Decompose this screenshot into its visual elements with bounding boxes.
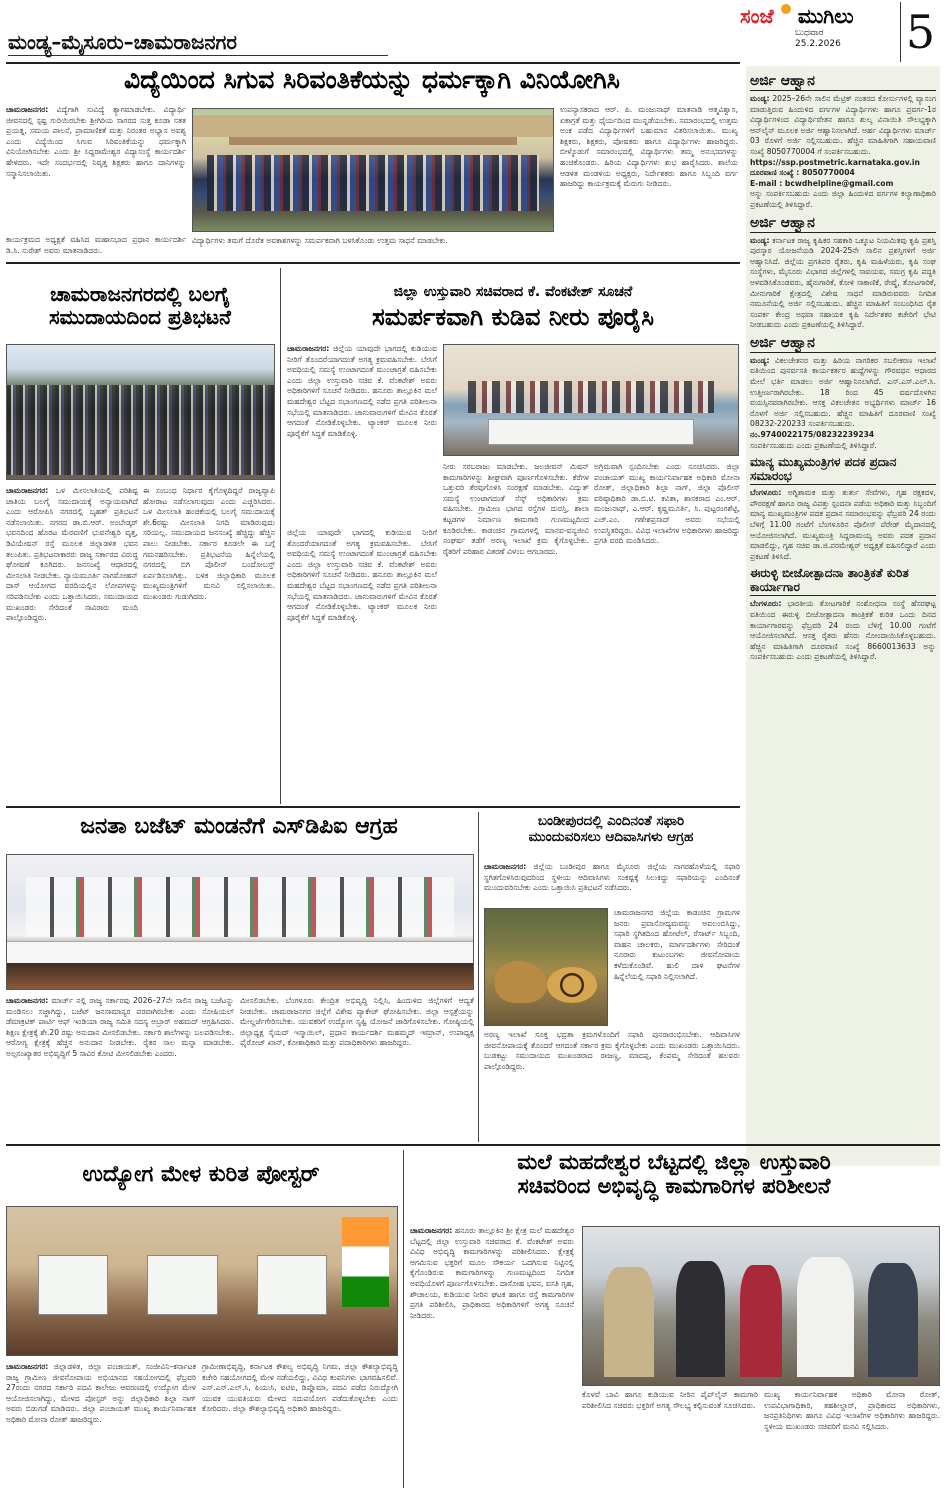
- article2-col2: ಈ ಸಂಬಂಧ ನಿರ್ಧಾರ ಕೈಗೊಳ್ಳದಿದ್ದರೆ ರಾಜ್ಯವ್ಯಾಪಿ ಹೋರಾಟ ನಡೆಸಲಾಗುವುದು ಎಂದು ಎಚ್ಚರಿಸಿದರು. ಒಳ ಮೀಸಲಾತಿ ಹಂಚಿಕೆಯಲ್ಲಿ ಬಲಗೈ ಸಮುದಾಯಕ್ಕೆ ಶೇ.6ರಷ್ಟು ಮೀಸಲಾತಿ ನಿಗದಿ ಮಾಡಿರುವುದು ಸರಿಯಲ್ಲ. ಸಮುದಾಯದ ಜನಸಂಖ್ಯೆ ಹೆಚ್ಚಿದ್ದು ಹೆಚ್ಚಿನ ಪಾಲು ನೀಡಬೇಕು. ಸರ್ಕಾರ ಕೂಡಲೇ ಈ ಬಗ್ಗೆ ಗಮನಹರಿಸಬೇಕು. ಪ್ರತಿಭಟನೆಯ ಹಿನ್ನೆಲೆಯಲ್ಲಿ ನಗರದಲ್ಲಿ ಬಿಗಿ ಪೊಲೀಸ್ ಬಂದೋಬಸ್ತ್ ಏರ್ಪಡಿಸಲಾಗಿತ್ತು. ಬಳಿಕ ಜಿಲ್ಲಾಧಿಕಾರಿ ಮೂಲಕ ಮುಖ್ಯಮಂತ್ರಿಗಳಿಗೆ ಮನವಿ ಸಲ್ಲಿಸಲಾಯಿತು. ಮುಖಂಡರು ಗುಡುಗಿದರು.: [143, 486, 275, 601]
- article7-headline: [408, 1150, 940, 1220]
- article2-headline-line1: ಚಾಮರಾಜನಗರದಲ್ಲಿ ಬಲಗೈ: [50, 282, 230, 306]
- sidebar-p4: ಅಗ್ನಿಶಾಮಕ ಮತ್ತು ತುರ್ತು ಸೇವೆಗಳು, ಗೃಹ ರಕ್ಷಕದಳ, ಪೌರರಕ್ಷಣೆ ಹಾಗೂ ರಾಜ್ಯ ವಿಪತ್ತು ಸ್ಪಂದನಾ ಪಡೆಯ ಅಧಿಕಾರಿ ಮತ್ತು ಸಿಬ್ಬಂದಿಗೆ ಮಾನ್ಯ ಮುಖ್ಯಮಂತ್ರಿಗಳ ಪದಕ ಪ್ರದಾನ ಸಮಾರಂಭವನ್ನು ಫೆಬ್ರವರಿ 24 ರಂದು ಬೆಳಿಗ್ಗೆ 11.00 ಗಂಟೆಗೆ ಬೆಂಗಳೂರಿನ ಪೊಲೀಸ್ ಪೆರೇಡ್ ಮೈದಾನದಲ್ಲಿ ಆಯೋಜಿಸಲಾಗಿದೆ. ಮುಖ್ಯಮಂತ್ರಿ ಸಿದ್ದರಾಮಯ್ಯ ಅವರು ಪದಕ ಪ್ರದಾನ ಮಾಡಲಿದ್ದು, ಗೃಹ ಸಚಿವ ಡಾ.ಜಿ.ಪರಮೇಶ್ವರ್ ಅಧ್ಯಕ್ಷತೆ ವಹಿಸಲಿದ್ದಾರೆ ಎಂದು ಪ್ರಕಟಣೆ ತಿಳಿಸಿದೆ.: [750, 488, 937, 561]
- article3-col1-cont: ಜಿಲ್ಲೆಯ ಯಾವುದೇ ಭಾಗದಲ್ಲಿ ಕುಡಿಯುವ ನೀರಿಗೆ ತೊಂದರೆಯಾಗದಂತೆ ಅಗತ್ಯ ಕ್ರಮವಹಿಸಬೇಕು. ಬೇಸಿಗೆ ಅವಧಿಯಲ್ಲಿ ಸಮಸ್ಯೆ ಉಂಟಾಗದಂತೆ ಮುಂಜಾಗ್ರತೆ ವಹಿಸಬೇಕು ಎಂದು ಜಿಲ್ಲಾ ಉಸ್ತುವಾರಿ ಸಚಿವ ಕೆ. ವೆಂಕಟೇಶ್ ಅವರು ಅಧಿಕಾರಿಗಳಿಗೆ ಸೂಚನೆ ನೀಡಿದರು. ಹನೂರು ತಾಲ್ಲೂಕಿನ ಮಲೆ ಮಹದೇಶ್ವರ ಬೆಟ್ಟದ ಸಭಾಂಗಣದಲ್ಲಿ ನಡೆದ ಪ್ರಗತಿ ಪರಿಶೀಲನಾ ಸಭೆಯಲ್ಲಿ ಮಾತನಾಡಿದರು. ಜಾನುವಾರುಗಳಿಗೆ ಮೇವಿನ ಕೊರತೆ ಆಗದಂತೆ ನೋಡಿಕೊಳ್ಳಬೇಕು. ಟ್ಯಾಂಕರ್ ಮೂಲಕ ನೀರು ಪೂರೈಕೆಗೆ ಸಿದ್ಧತೆ ಮಾಡಿಕೊಳ್ಳಿ.: [287, 528, 437, 622]
- sidebar-email[interactable]: E-mail : bcwdhelpline@gmail.com: [750, 178, 894, 188]
- sidebar-p1-end: ಅನ್ನು ಸಂಪರ್ಕಿಸಬಹುದು ಎಂದು ಜಿಲ್ಲಾ ಹಿಂದುಳಿದ ವರ್ಗಗಳ ಕಲ್ಯಾಣಾಧಿಕಾರಿ ಪ್ರಕಟಣೆಯಲ್ಲಿ ತಿಳಿಸಿದ್ದಾರೆ.: [750, 189, 936, 209]
- article5-lead: [484, 862, 740, 906]
- article4-col1: [6, 996, 234, 1136]
- article7-inspection-photo: [582, 1226, 940, 1386]
- sidebar-p5: ಭಾರತೀಯ ತೋಟಗಾರಿಕೆ ಸಂಶೋಧನಾ ಸಂಸ್ಥೆ ಹೆಸರಘಟ್ಟ ವತಿಯಿಂದ ಈರುಳ್ಳಿ ಬೀಜೋತ್ಪಾದನಾ ತಾಂತ್ರಿಕತೆ ಕುರಿತ ಒಂದು ದಿನದ ಕಾರ್ಯಾಗಾರವನ್ನು ಫೆಬ್ರವರಿ 24 ರಂದು ಬೆಳಿಗ್ಗೆ 10.00 ಗಂಟೆಗೆ ಆಯೋಜಿಸಲಾಗಿದೆ. ಆಸಕ್ತ ರೈತರು ಹೆಸರು ನೋಂದಾಯಿಸಿಕೊಳ್ಳಬಹುದು. ಹೆಚ್ಚಿನ ಮಾಹಿತಿಗಾಗಿ ದೂರವಾಣಿ ಸಂಖ್ಯೆ 8660013633 ಅನ್ನು ಸಂಪರ್ಕಿಸಬಹುದು ಎಂದು ಪ್ರಕಟಣೆಯಲ್ಲಿ ತಿಳಿಸಿದ್ದಾರೆ.: [750, 599, 936, 662]
- logo-mugilu: ಮುಗಿಲು: [797, 4, 854, 28]
- article1-photo: [192, 108, 554, 232]
- article6-col1-text: ಜಿಲ್ಲಾಡಳಿತ, ಜಿಲ್ಲಾ ಪಂಚಾಯತ್, ಸಂಜೀವಿನಿ–ಕರ್ನಾಟಕ ರಾಜ್ಯ ಗ್ರಾಮೀಣ ಜೀವನೋಪಾಯ ಅಭಿಯಾನದ ಸಹಯೋಗದಲ್ಲಿ ಫೆಬ್ರವರಿ 27ರಂದು ನಗರದ ಸರ್ಕಾರಿ ಪದವಿ ಕಾಲೇಜು ಆವರಣದಲ್ಲಿ ಉದ್ಯೋಗ ಮೇಳ ಆಯೋಜಿಸಲಾಗಿದ್ದು, ಮೇಳದ ಪೋಸ್ಟರ್ ಅನ್ನು ಜಿಲ್ಲಾಧಿಕಾರಿ ಶಿಲ್ಪಾ ನಾಗ್ ಅವರು ಬಿಡುಗಡೆ ಮಾಡಿದರು. ಜಿಲ್ಲಾ ಪಂಚಾಯತ್ ಮುಖ್ಯ ಕಾರ್ಯನಿರ್ವಾಹಕ ಅಧಿಕಾರಿ ಮೋನಾ ರೋತ್ ಹಾಜರಿದ್ದರು.: [6, 1362, 196, 1424]
- sidebar-heading-3: ಅರ್ಜಿ ಆಹ್ವಾನ: [750, 335, 936, 353]
- logo-sanje: ಸಂಜೆ: [740, 4, 774, 28]
- sidebar-heading-1: ಅರ್ಜಿ ಆಹ್ವಾನ: [750, 73, 936, 91]
- article4-press-photo: [6, 854, 474, 990]
- article1-col3: ಉಪನ್ಯಾಸಕರಾದ ಆರ್. ಪಿ. ಮಂಜುನಾಥ್ ಮಾತನಾಡಿ ಆತ್ಮವಿಶ್ವಾಸ, ಏಕಾಗ್ರತೆ ಮತ್ತು ಧೈರ್ಯದಿಂದ ಮುನ್ನಡೆಯಬೇಕು. ಸಮಾರಂಭದಲ್ಲಿ ಉತ್ತಮ ಅಂಕ ಪಡೆದ ವಿದ್ಯಾರ್ಥಿಗಳಿಗೆ ಬಹುಮಾನ ವಿತರಿಸಲಾಯಿತು. ಮುಖ್ಯ ಶಿಕ್ಷಕರು, ಶಿಕ್ಷಕರು, ಪೋಷಕರು ಹಾಗೂ ವಿದ್ಯಾರ್ಥಿಗಳು ಹಾಜರಿದ್ದರು. ಬೀಳ್ಕೊಡುಗೆ ಸಮಾರಂಭದಲ್ಲಿ ವಿದ್ಯಾರ್ಥಿಗಳು ತಮ್ಮ ಅನುಭವಗಳನ್ನು ಹಂಚಿಕೊಂಡರು. ಹಿರಿಯ ವಿದ್ಯಾರ್ಥಿಗಳು ಶುಭ ಹಾರೈಸಿದರು. ಶಾಲೆಯ ಆಡಳಿತ ಮಂಡಳಿಯ ಅಧ್ಯಕ್ಷರು, ನಿರ್ದೇಶಕರು ಹಾಗೂ ಸಿಬ್ಬಂದಿ ವರ್ಗ ಹಾಜರಿದ್ದು ಕಾರ್ಯಕ್ರಮಕ್ಕೆ ಮೆರುಗು ನೀಡಿದರು.: [560, 105, 738, 189]
- sidebar-p1-lead: ಮಂಡ್ಯ:: [750, 94, 770, 103]
- article7-col1-text: ಹನೂರು ತಾಲ್ಲೂಕಿನ ಶ್ರೀ ಕ್ಷೇತ್ರ ಮಲೆ ಮಹದೇಶ್ವರ ಬೆಟ್ಟದಲ್ಲಿ ಜಿಲ್ಲಾ ಉಸ್ತುವಾರಿ ಸಚಿವರಾದ ಕೆ. ವೆಂಕಟೇಶ್ ಅವರು ವಿವಿಧ ಅಭಿವೃದ್ಧಿ ಕಾಮಗಾರಿಗಳನ್ನು ಪರಿಶೀಲಿಸಿದರು. ಕ್ಷೇತ್ರಕ್ಕೆ ಆಗಮಿಸುವ ಭಕ್ತರಿಗೆ ಮೂಲ ಸೌಕರ್ಯ ಒದಗಿಸುವ ನಿಟ್ಟಿನಲ್ಲಿ ಕೈಗೊಂಡಿರುವ ಕಾಮಗಾರಿಗಳನ್ನು ಗುಣಮಟ್ಟದಿಂದ ನಿಗದಿತ ಅವಧಿಯೊಳಗೆ ಪೂರ್ಣಗೊಳಿಸಬೇಕು. ದಾಸೋಹ ಭವನ, ವಸತಿ ಗೃಹ, ಶೌಚಾಲಯ, ಕುಡಿಯುವ ನೀರಿನ ಘಟಕ ಹಾಗೂ ರಸ್ತೆ ಕಾಮಗಾರಿಗಳ ಪ್ರಗತಿ ಪರಿಶೀಲಿಸಿ, ಪ್ರಾಧಿಕಾರದ ಅಧಿಕಾರಿಗಳಿಗೆ ಅಗತ್ಯ ಸೂಚನೆ ನೀಡಿದರು.: [410, 1226, 574, 1320]
- sidebar-p1: 2025–26ನೇ ಸಾಲಿನ ಮೆಟ್ರಿಕ್ ನಂತರದ ಕೋರ್ಸುಗಳಲ್ಲಿ ವ್ಯಾಸಂಗ ಮಾಡುತ್ತಿರುವ ಹಿಂದುಳಿದ ವರ್ಗಗಳ ವಿದ್ಯಾರ್ಥಿಗಳು ಹಾಗೂ ಪ್ರವರ್ಗ-1ರ ವಿದ್ಯಾರ್ಥಿಗಳಿಂದ ವಿದ್ಯಾರ್ಥಿವೇತನ ಹಾಗೂ ಶುಲ್ಕ ವಿನಾಯಿತಿ ಸೌಲಭ್ಯಕ್ಕಾಗಿ ಆನ್‌ಲೈನ್ ಮೂಲಕ ಅರ್ಜಿ ಆಹ್ವಾನಿಸಲಾಗಿದೆ. ಅರ್ಹ ವಿದ್ಯಾರ್ಥಿಗಳು ಮಾರ್ಚ್ 03 ರೊಳಗೆ ಅರ್ಜಿ ಸಲ್ಲಿಸಬಹುದು. ಹೆಚ್ಚಿನ ಮಾಹಿತಿಗಾಗಿ ಸಹಾಯವಾಣಿ ಸಂಖ್ಯೆ 8050770004 ಗೆ ಸಂಪರ್ಕಿಸಬಹುದು.: [750, 94, 936, 156]
- article4-dateline: ಚಾಮರಾಜನಗರ:: [6, 996, 49, 1005]
- article1-caption: ವಿದ್ಯಾರ್ಥಿಗಳು ತಮಗೆ ದೊರೆತ ಅವಕಾಶಗಳನ್ನು ಸಮರ್ಪಕವಾಗಿ ಬಳಸಿಕೊಂಡು ಉತ್ತಮ ಸಾಧನೆ ಮಾಡಬೇಕು.: [192, 236, 448, 245]
- sidebar-p2: ಕರ್ನಾಟಕ ರಾಜ್ಯ ಕೃಷಿಕರ ಸಹಕಾರಿ ಒಕ್ಕೂಟ ನಿಯಮಿತವು ಕೃಷಿ ಪ್ರಶಸ್ತಿ ಪುರಸ್ಕಾರ ಯೋಜನೆಯಡಿ 2024-25ನೇ ಸಾಲಿನ ಪ್ರಶಸ್ತಿಗಳಿಗೆ ಅರ್ಜಿ ಆಹ್ವಾನಿಸಿದೆ. ಜಿಲ್ಲೆಯ ಪ್ರಗತಿಪರ ರೈತರು, ಕೃಷಿ ಮಹಿಳೆಯರು, ಕೃಷಿ ಸಂಘ ಸಂಸ್ಥೆಗಳು, ಮೈಸೂರು ವಿಭಾಗದ ಜಿಲ್ಲೆಗಳಲ್ಲಿ ಸಾವಯವ, ಸಮಗ್ರ ಕೃಷಿ ಪದ್ಧತಿ ಅಳವಡಿಸಿಕೊಂಡವರು, ಹೈನುಗಾರಿಕೆ, ಕೋಳಿ ಸಾಕಾಣಿಕೆ, ರೇಷ್ಮೆ, ತೋಟಗಾರಿಕೆ, ಮೀನುಗಾರಿಕೆ ಕ್ಷೇತ್ರದಲ್ಲಿ ವಿಶೇಷ ಸಾಧನೆ ಮಾಡಿರುವವರು ನಿಗದಿತ ನಮೂನೆಯಲ್ಲಿ ಅರ್ಜಿ ಸಲ್ಲಿಸಬಹುದು. ಹೆಚ್ಚಿನ ಮಾಹಿತಿಗೆ ಸಂಬಂಧಿಸಿದ ರೈತ ಸಂಪರ್ಕ ಕೇಂದ್ರ ಅಥವಾ ಸಹಾಯಕ ಕೃಷಿ ನಿರ್ದೇಶಕರ ಕಚೇರಿಗೆ ಭೇಟಿ ನೀಡಬಹುದು ಎಂದು ಪ್ರಕಟಣೆಯಲ್ಲಿ ತಿಳಿಸಿದ್ದಾರೆ.: [750, 235, 936, 330]
- article3-col2: ನೀರು ಸರಬರಾಜು ಮಾಡಬೇಕು. ಜಲಜೀವನ್ ಮಿಷನ್ ಕಾಮಗಾರಿಗಳನ್ನು ಶೀಘ್ರವಾಗಿ ಪೂರ್ಣಗೊಳಿಸಬೇಕು. ಕೆರೆಗಳ ಒತ್ತುವರಿ ತೆರವುಗೊಳಿಸಿ ಸಂರಕ್ಷಣೆ ಮಾಡಬೇಕು. ವಿದ್ಯುತ್ ಸಮಸ್ಯೆ ಉಂಟಾಗದಂತೆ ಸೆಸ್ಕ್ ಅಧಿಕಾರಿಗಳು ಕ್ರಮ ವಹಿಸಬೇಕು. ಗ್ರಾಮೀಣ ಭಾಗದ ರಸ್ತೆಗಳ ದುರಸ್ತಿ, ಶಾಲಾ ಕಟ್ಟಡಗಳ ನಿರ್ಮಾಣ ಕಾಮಗಾರಿ ಗುಣಮಟ್ಟದಿಂದ ಕೂಡಿರಬೇಕು. ಕಾಡಂಚಿನ ಗ್ರಾಮಗಳಲ್ಲಿ ಮಾನವ-ವನ್ಯಜೀವಿ ಸಂಘರ್ಷ ತಡೆಗೆ ಅರಣ್ಯ ಇಲಾಖೆ ಕ್ರಮ ಕೈಗೊಳ್ಳಬೇಕು. ರೈತರಿಗೆ ಪರಿಹಾರ ವಿತರಣೆ ವಿಳಂಬ ಆಗಬಾರದು.: [443, 462, 589, 556]
- sidebar-p3-lead: ಮಂಡ್ಯ:: [750, 355, 770, 365]
- masthead-logo: [740, 4, 900, 49]
- article2-headline-line2: ಸಮುದಾಯದಿಂದ ಪ್ರತಿಭಟನೆ: [48, 305, 231, 329]
- article3-col1: [287, 344, 437, 524]
- article7-headline-line2: ಸಚಿವರಿಂದ ಅಭಿವೃದ್ಧಿ ಕಾಮಗಾರಿಗಳ ಪರಿಶೀಲನೆ: [517, 1174, 831, 1199]
- article6-col1: [6, 1362, 196, 1486]
- article1-headline: ವಿದ್ಯೆಯಿಂದ ಸಿಗುವ ಸಿರಿವಂತಿಕೆಯನ್ನು ಧರ್ಮಕ್ಕಾಗಿ ವಿನಿಯೋಗಿಸಿ: [124, 66, 620, 94]
- sidebar-tel: ನಂ.9740022175/08232239234: [750, 430, 875, 440]
- article2-col1-text: ಒಳ ಮೀಸಲಾತಿಯಲ್ಲಿ ಪರಿಶಿಷ್ಟ ಜಾತಿಯ ಬಲಗೈ ಸಮುದಾಯಕ್ಕೆ ಅನ್ಯಾಯವಾಗಿದೆ ಎಂದು ಆರೋಪಿಸಿ ನಗರದಲ್ಲಿ ಬೃಹತ್ ಪ್ರತಿಭಟನೆ ನಡೆಸಲಾಯಿತು. ನಗರದ ಡಾ.ಬಿ.ಆರ್. ಅಂಬೇಡ್ಕರ್ ಭವನದಿಂದ ಹೊರಟ ಮೆರವಣಿಗೆ ಭುವನೇಶ್ವರಿ ವೃತ್ತ, ಡಿವಿಯೇಷನ್ ರಸ್ತೆ ಮೂಲಕ ಜಿಲ್ಲಾಡಳಿತ ಭವನ ತಲುಪಿತು. ಪ್ರತಿಭಟನಾಕಾರರು ರಾಜ್ಯ ಸರ್ಕಾರದ ವಿರುದ್ಧ ಘೋಷಣೆ ಕೂಗಿದರು. ಜನಸಂಖ್ಯೆ ಆಧಾರದಲ್ಲಿ ಮೀಸಲಾತಿ ನೀಡಬೇಕು. ನ್ಯಾಯಮೂರ್ತಿ ನಾಗಮೋಹನ್ ದಾಸ್ ಆಯೋಗದ ವರದಿಯಲ್ಲಿನ ಲೋಪಗಳನ್ನು ಸರಿಪಡಿಸಬೇಕು ಎಂದು ಒತ್ತಾಯಿಸಿದರು. ಸಮುದಾಯದ ಮುಖಂಡರು ಸೇರಿದಂತೆ ಸಾವಿರಾರು ಮಂದಿ ಪಾಲ್ಗೊಂಡಿದ್ದರು.: [6, 486, 138, 623]
- masthead-day: ಬುಧವಾರ: [795, 28, 824, 38]
- article3-dateline: ಚಾಮರಾಜನಗರ:: [287, 344, 330, 353]
- article7-headline-line1: ಮಲೆ ಮಹದೇಶ್ವರ ಬೆಟ್ಟದಲ್ಲಿ ಜಿಲ್ಲಾ ಉಸ್ತುವಾರಿ: [517, 1150, 831, 1174]
- article5-dateline: ಚಾಮರಾಜನಗರ:: [484, 862, 527, 871]
- article5-headline-line2: ಮುಂದುವರಿಸಲು ಆದಿವಾಸಿಗಳು ಆಗ್ರಹ: [528, 828, 694, 845]
- sidebar-heading-4: ಮಾನ್ಯ ಮುಖ್ಯಮಂತ್ರಿಗಳ ಪದಕ ಪ್ರದಾನ ಸಮಾರಂಭ: [750, 455, 936, 485]
- sidebar-p3: ವಿಕಲಚೇತನರ ಮತ್ತು ಹಿರಿಯ ನಾಗರಿಕರ ಸಬಲೀಕರಣ ಇಲಾಖೆ ವತಿಯಿಂದ ಪುನರ್ವಸತಿ ಕಾರ್ಯಕರ್ತರ ಹುದ್ದೆಗಳನ್ನು ಗೌರವಧನ ಆಧಾರದ ಮೇಲೆ ಭರ್ತಿ ಮಾಡಲು ಅರ್ಜಿ ಆಹ್ವಾನಿಸಲಾಗಿದೆ. ಎಸ್.ಎಸ್.ಎಲ್.ಸಿ. ಉತ್ತೀರ್ಣರಾಗಿರಬೇಕು. 18 ರಿಂದ 45 ವರ್ಷದೊಳಗಿನ ವಯಸ್ಸಿನವರಾಗಿರಬೇಕು. ಆಸಕ್ತ ವಿಕಲಚೇತನ ಅಭ್ಯರ್ಥಿಗಳು ಮಾರ್ಚ್ 16 ರೊಳಗೆ ಅರ್ಜಿ ಸಲ್ಲಿಸಬಹುದು. ಹೆಚ್ಚಿನ ಮಾಹಿತಿಗೆ ದೂರವಾಣಿ ಸಂಖ್ಯೆ 08232-220233 ಸಂಪರ್ಕಿಸಬಹುದು.: [750, 355, 937, 429]
- article3-headline: ಸಮರ್ಪಕವಾಗಿ ಕುಡಿವ ನೀರು ಪೂರೈಸಿ: [371, 304, 655, 331]
- article4-col1-text: ಮಾರ್ಚ್ ನಲ್ಲಿ ರಾಜ್ಯ ಸರ್ಕಾರವು 2026–27ನೇ ಸಾಲಿನ ರಾಜ್ಯ ಬಜೆಟನ್ನು ಮಂಡಿಸಲು ಸಜ್ಜಾಗಿದ್ದು, ಬಜೆಟ್ ಜನಸಾಮಾನ್ಯರ ಪರವಾಗಿರಬೇಕು ಎಂದು ಸೋಷಿಯಲ್ ಡೆಮಾಕ್ರಟಿಕ್ ಪಾರ್ಟಿ ಆಫ್ ಇಂಡಿಯಾ ರಾಜ್ಯ ಸಮಿತಿ ಸದಸ್ಯ ಅಬ್ರಾರ್ ಅಹಮದ್ ಆಗ್ರಹಿಸಿದರು. ಶಿಕ್ಷಣ ಕ್ಷೇತ್ರಕ್ಕೆ ಶೇ.20 ರಷ್ಟು ಅನುದಾನ ಮೀಸಲಿಡಬೇಕು. ಸರ್ಕಾರಿ ಶಾಲೆಗಳನ್ನು ಬಲಪಡಿಸಬೇಕು. ಆರೋಗ್ಯ ಕ್ಷೇತ್ರಕ್ಕೆ ಹೆಚ್ಚಿನ ಅನುದಾನ ನೀಡಬೇಕು. ರೈತರ ಸಾಲ ಮನ್ನಾ ಮಾಡಬೇಕು. ಅಲ್ಪಸಂಖ್ಯಾತರ ಅಭಿವೃದ್ಧಿಗೆ 5 ಸಾವಿರ ಕೋಟಿ ಮೀಸಲಿಡಬೇಕು ಎಂದರು.: [6, 996, 234, 1058]
- sidebar-p4-lead: ಬೆಂಗಳೂರು:: [750, 488, 782, 498]
- article7-caption: ಕೊಳವೆ ಬಾವಿ ಹಾಗೂ ಕುಡಿಯುವ ನೀರಿನ ಪೈಪ್‌ಲೈನ್ ಕಾಮಗಾರಿ ಪರಿಶೀಲಿಸಿದ ಸಚಿವರು ಭಕ್ತರಿಗೆ ಅಗತ್ಯ ಸೌಲಭ್ಯ ಕಲ್ಪಿಸುವಂತೆ ಸೂಚಿಸಿದರು.: [582, 1390, 758, 1410]
- article4-col2: ಮೀಸಲಿಡಬೇಕು. ಬೆಂಗಳೂರು ಕೇಂದ್ರಿತ ಅಭಿವೃದ್ಧಿ ನಿಲ್ಲಿಸಿ, ಹಿಂದುಳಿದ ಜಿಲ್ಲೆಗಳಿಗೆ ಆದ್ಯತೆ ನೀಡಬೇಕು. ಚಾಮರಾಜನಗರ ಜಿಲ್ಲೆಗೆ ವಿಶೇಷ ಪ್ಯಾಕೇಜ್ ಘೋಷಿಸಬೇಕು. ಜಿಲ್ಲಾ ಆಸ್ಪತ್ರೆಯನ್ನು ಮೇಲ್ದರ್ಜೆಗೇರಿಸಬೇಕು. ಯುವಕರಿಗೆ ಉದ್ಯೋಗ ಸೃಷ್ಟಿ ಯೋಜನೆ ಜಾರಿಗೊಳಿಸಬೇಕು. ಗೋಷ್ಠಿಯಲ್ಲಿ ಜಿಲ್ಲಾಧ್ಯಕ್ಷ ಸೈಯದ್ ಇಸ್ಮಾಯಿಲ್, ಪ್ರಧಾನ ಕಾರ್ಯದರ್ಶಿ ಮಹಮ್ಮದ್ ಇಮ್ರಾನ್, ಉಪಾಧ್ಯಕ್ಷ ಫೈರೋಜ್ ಖಾನ್, ಕೋಶಾಧಿಕಾರಿ ಮತ್ತು ಪದಾಧಿಕಾರಿಗಳು ಹಾಜರಿದ್ದರು.: [240, 996, 474, 1048]
- article3-meeting-photo: [443, 344, 739, 456]
- sidebar-heading-2: ಅರ್ಜಿ ಆಹ್ವಾನ: [750, 215, 936, 233]
- article3-kicker: ಜಿಲ್ಲಾ ಉಸ್ತುವಾರಿ ಸಚಿವರಾದ ಕೆ. ವೆಂಕಟೇಶ್ ಸೂಚನೆ: [393, 284, 633, 300]
- article1-dateline: ಚಾಮರಾಜನಗರ:: [6, 105, 49, 114]
- sidebar-url[interactable]: https://ssp.postmetric.karnataka.gov.in: [750, 157, 920, 167]
- masthead-date: 25.2.2026: [795, 39, 841, 49]
- sidebar-p5-lead: ಬೆಂಗಳೂರು:: [750, 599, 782, 609]
- sidebar-p2-lead: ಮಂಡ್ಯ:: [750, 235, 770, 245]
- article1-col1-text: ವಿದ್ಯೆಗಾಗಿ ಸುವಿದ್ಯೆ ತ್ಯಾಗಮಾಡಬೇಕು. ವಿದ್ಯಾರ್ಥಿ ಜೀವನದಲ್ಲಿ ಸ್ಪಷ್ಟ ಗುರಿಯಿರಬೇಕು ಶ್ರೀಗಿರಿಯ ಸಾಗರದ ಸುತ್ತ ಕೂಡಾ ಸತತ ಪ್ರಯತ್ನ, ಸಮಯ ಪಾಲನೆ, ಪ್ರಾಮಾಣಿಕತೆ ಮತ್ತು ನಿರಂತರ ಅಭ್ಯಾಸ ಅವಶ್ಯ ಎಂದು ವಿದ್ಯೆಯಿಂದ ಸಿಗುವ ಸಿರಿವಂತಿಕೆಯನ್ನು ಧರ್ಮಕ್ಕಾಗಿ ವಿನಿಯೋಗಿಸಬೇಕು ಎಂದು ಶ್ರೀ ಸಿದ್ದರಾಮೇಶ್ವರ ವಿದ್ಯಾಸಂಸ್ಥೆ ಕಾರ್ಯದರ್ಶಿ ಹೇಳಿದರು. ಇದೇ ಸಂದರ್ಭದಲ್ಲಿ ನಿವೃತ್ತ ಶಿಕ್ಷಕರು ಹಾಗೂ ದಾನಿಗಳನ್ನು ಸನ್ಮಾನಿಸಲಾಯಿತು.: [6, 105, 186, 178]
- article6-poster-photo: [6, 1206, 398, 1356]
- article5-lion-leopard-photo: [484, 908, 608, 1026]
- article2-protest-photo: [6, 344, 275, 480]
- article7-dateline: ಚಾಮರಾಜನಗರ:: [410, 1226, 453, 1235]
- article5-lead-text: ಜಿಲ್ಲೆಯ ಬಂಡೀಪುರ ಹಾಗೂ ಮೈಸೂರು ಜಿಲ್ಲೆಯ ನಾಗರಹೊಳೆಯಲ್ಲಿ ಸಫಾರಿ ಸ್ಥಗಿತಗೊಳಿಸಿರುವುದರಿಂದ ಸ್ಥಳೀಯ ಆದಿವಾಸಿಗಳು ಸಂಕಷ್ಟಕ್ಕೆ ಸಿಲುಕಿದ್ದು ಸಫಾರಿಯನ್ನು ಎಂದಿನಂತೆ ಮುಂದುವರಿಸಬೇಕು ಎಂದು ಒತ್ತಾಯಿಸಿ ಪ್ರತಿಭಟನೆ ನಡೆಸಿದರು.: [484, 862, 740, 893]
- article3-col3: ಅಗ್ರಿಮವಾಗಿ ಸ್ಪಂದಿಸಬೇಕು ಎಂದು ಸೂಚಿಸಿದರು. ಜಿಲ್ಲಾ ಪಂಚಾಯತ್ ಮುಖ್ಯ ಕಾರ್ಯನಿರ್ವಾಹಕ ಅಧಿಕಾರಿ ಮೋನಾ ರೋತ್, ಜಿಲ್ಲಾಧಿಕಾರಿ ಶಿಲ್ಪಾ ನಾಗ್, ಜಿಲ್ಲಾ ಪೊಲೀಸ್ ವರಿಷ್ಠಾಧಿಕಾರಿ ಡಾ.ಬಿ.ಟಿ. ಕವಿತಾ, ಶಾಸಕರಾದ ಎಂ.ಆರ್. ಮಂಜುನಾಥ್, ಎ.ಆರ್. ಕೃಷ್ಣಮೂರ್ತಿ, ಸಿ. ಪುಟ್ಟರಂಗಶೆಟ್ಟಿ, ಎಚ್.ಎಂ. ಗಣೇಶಪ್ರಸಾದ್ ಅವರು ಸಭೆಯಲ್ಲಿ ಉಪಸ್ಥಿತರಿದ್ದರು. ವಿವಿಧ ಇಲಾಖೆಗಳ ಅಧಿಕಾರಿಗಳು ಹಾಜರಿದ್ದು ಪ್ರಗತಿ ವರದಿ ಮಂಡಿಸಿದರು.: [594, 462, 740, 546]
- article7-col3: ಮುಖ್ಯ ಕಾರ್ಯನಿರ್ವಾಹಕ ಅಧಿಕಾರಿ ಮೋನಾ ರೋತ್, ಉಪವಿಭಾಗಾಧಿಕಾರಿ, ತಹಶೀಲ್ದಾರ್, ಪ್ರಾಧಿಕಾರದ ಅಧಿಕಾರಿಗಳು, ಜನಪ್ರತಿನಿಧಿಗಳು ಹಾಗೂ ವಿವಿಧ ಇಲಾಖೆಗಳ ಅಧಿಕಾರಿಗಳು ಹಾಜರಿದ್ದರು. ಸ್ಥಳೀಯ ಮುಖಂಡರು ಸಚಿವರಿಗೆ ಮನವಿ ಸಲ್ಲಿಸಿದರು.: [764, 1390, 940, 1431]
- page-number: 5: [900, 2, 940, 62]
- article5-bottom: ಅರಣ್ಯ ಇಲಾಖೆ ಸೂಕ್ತ ಭದ್ರತಾ ಕ್ರಮಗಳೊಂದಿಗೆ ಸಫಾರಿ ಪುನರಾರಂಭಿಸಬೇಕು. ಆದಿವಾಸಿಗಳ ಜೀವನೋಪಾಯಕ್ಕೆ ತೊಂದರೆ ಆಗದಂತೆ ಸರ್ಕಾರ ಕ್ರಮ ಕೈಗೊಳ್ಳಬೇಕು ಎಂದು ಮುಖಂಡರು ಒತ್ತಾಯಿಸಿದರು. ಬುಡಕಟ್ಟು ಸಮುದಾಯದ ಮುಖಂಡರಾದ ರಾಜಣ್ಣ, ಮಾದಪ್ಪ, ಕೆಂಪಮ್ಮ ಸೇರಿದಂತೆ ಹಲವರು ಪಾಲ್ಗೊಂಡಿದ್ದರು.: [484, 1030, 740, 1071]
- sidebar-heading-5: ಈರುಳ್ಳಿ ಬೀಜೋತ್ಪಾದನಾ ತಾಂತ್ರಿಕತೆ ಕುರಿತ ಕಾರ್ಯಾಗಾರ: [750, 566, 936, 596]
- article2-dateline: ಚಾಮರಾಜನಗರ:: [6, 486, 49, 495]
- sidebar-phone: ದೂರವಾಣಿ ಸಂಖ್ಯೆ : 8050770004: [750, 168, 855, 178]
- article4-headline: ಜನತಾ ಬಜೆಟ್ ಮಂಡನೆಗೆ ಎಸ್‌ಡಿಪಿಐ ಆಗ್ರಹ: [80, 814, 398, 839]
- logo-icon: [781, 4, 791, 14]
- sidebar-p3-end: ಸಂಪರ್ಕಿಸಬಹುದು ಎಂದು ಪ್ರಕಟಣೆಯಲ್ಲಿ ತಿಳಿಸಿದ್ದಾರೆ.: [750, 440, 877, 450]
- article5-headline: [482, 814, 740, 858]
- article2-headline: [4, 283, 276, 337]
- sidebar: [746, 66, 940, 1166]
- section-title: ಮಂಡ್ಯ–ಮೈಸೂರು–ಚಾಮರಾಜನಗರ: [8, 30, 237, 54]
- article6-col2: ಗ್ರಾಮೀಣಾಭಿವೃದ್ಧಿ, ಕರ್ನಾಟಕ ಕೌಶಲ್ಯ ಅಭಿವೃದ್ಧಿ ನಿಗಮ, ಜಿಲ್ಲಾ ಕೌಶಲ್ಯಾಭಿವೃದ್ಧಿ ಕಚೇರಿ ಸಹಯೋಗದಲ್ಲಿ ಮೇಳ ನಡೆಯಲಿದ್ದು, ವಿವಿಧ ಕಂಪನಿಗಳು ಭಾಗವಹಿಸಲಿವೆ. ಎಸ್.ಎಸ್.ಎಲ್.ಸಿ, ಪಿಯುಸಿ, ಐಟಿಐ, ಡಿಪ್ಲೊಮಾ, ಪದವಿ ಪಡೆದ ನಿರುದ್ಯೋಗಿ ಯುವಕ ಯುವತಿಯರು ಮೇಳದ ಸದುಪಯೋಗ ಪಡೆದುಕೊಳ್ಳಬೇಕು ಎಂದು ಕೋರಿದರು. ಜಿಲ್ಲಾ ಕೌಶಲ್ಯಾಭಿವೃದ್ಧಿ ಅಧಿಕಾರಿ ಹಾಜರಿದ್ದರು.: [202, 1362, 398, 1414]
- article6-headline: ಉದ್ಯೋಗ ಮೇಳ ಕುರಿತ ಪೋಸ್ಟರ್: [82, 1162, 320, 1187]
- article5-side: ಚಾಮರಾಜನಗರ ಜಿಲ್ಲೆಯ ಕಾಡಂಚಿನ ಗ್ರಾಮಗಳ ಜನರು ಪ್ರವಾಸೋದ್ಯಮವನ್ನು ಅವಲಂಬಿಸಿದ್ದು, ಸಫಾರಿ ಸ್ಥಗಿತದಿಂದ ಹೋಟೆಲ್, ರೆಸಾರ್ಟ್ ಸಿಬ್ಬಂದಿ, ವಾಹನ ಚಾಲಕರು, ಮಾರ್ಗದರ್ಶಿಗಳು ಸೇರಿದಂತೆ ನೂರಾರು ಕುಟುಂಬಗಳು ಜೀವನೋಪಾಯ ಕಳೆದುಕೊಂಡಿವೆ. ಹುಲಿ ದಾಳಿ ಘಟನೆಗಳ ಹಿನ್ನೆಲೆಯಲ್ಲಿ ಸಫಾರಿ ನಿಲ್ಲಿಸಲಾಗಿದೆ.: [614, 908, 740, 981]
- article1-col1: [6, 105, 186, 245]
- section-banner: [8, 30, 388, 56]
- article6-dateline: ಚಾಮರಾಜನಗರ:: [6, 1362, 49, 1371]
- article3-col1-text: ಜಿಲ್ಲೆಯ ಯಾವುದೇ ಭಾಗದಲ್ಲಿ ಕುಡಿಯುವ ನೀರಿಗೆ ತೊಂದರೆಯಾಗದಂತೆ ಅಗತ್ಯ ಕ್ರಮವಹಿಸಬೇಕು. ಬೇಸಿಗೆ ಅವಧಿಯಲ್ಲಿ ಸಮಸ್ಯೆ ಉಂಟಾಗದಂತೆ ಮುಂಜಾಗ್ರತೆ ವಹಿಸಬೇಕು ಎಂದು ಜಿಲ್ಲಾ ಉಸ್ತುವಾರಿ ಸಚಿವ ಕೆ. ವೆಂಕಟೇಶ್ ಅವರು ಅಧಿಕಾರಿಗಳಿಗೆ ಸೂಚನೆ ನೀಡಿದರು. ಹನೂರು ತಾಲ್ಲೂಕಿನ ಮಲೆ ಮಹದೇಶ್ವರ ಬೆಟ್ಟದ ಸಭಾಂಗಣದಲ್ಲಿ ನಡೆದ ಪ್ರಗತಿ ಪರಿಶೀಲನಾ ಸಭೆಯಲ್ಲಿ ಮಾತನಾಡಿದರು. ಜಾನುವಾರುಗಳಿಗೆ ಮೇವಿನ ಕೊರತೆ ಆಗದಂತೆ ನೋಡಿಕೊಳ್ಳಬೇಕು. ಟ್ಯಾಂಕರ್ ಮೂಲಕ ನೀರು ಪೂರೈಕೆಗೆ ಸಿದ್ಧತೆ ಮಾಡಿಕೊಳ್ಳಿ.: [287, 344, 437, 438]
- article1-col1b: ಕಾರ್ಯಕ್ರಮದ ಅಧ್ಯಕ್ಷತೆ ವಹಿಸಿದ ಮಹಾಸಭಾದ ಪ್ರಧಾನ ಕಾರ್ಯದರ್ಶಿ ಡಿ.ಸಿ. ಸುರೇಶ್ ಅವರು ಮಾತನಾಡಿದರು.: [6, 235, 186, 255]
- article7-col1: [410, 1226, 574, 1486]
- article2-col1: [6, 486, 138, 802]
- article5-headline-line1: ಬಂಡೀಪುರದಲ್ಲಿ ಎಂದಿನಂತೆ ಸಫಾರಿ: [537, 813, 685, 829]
